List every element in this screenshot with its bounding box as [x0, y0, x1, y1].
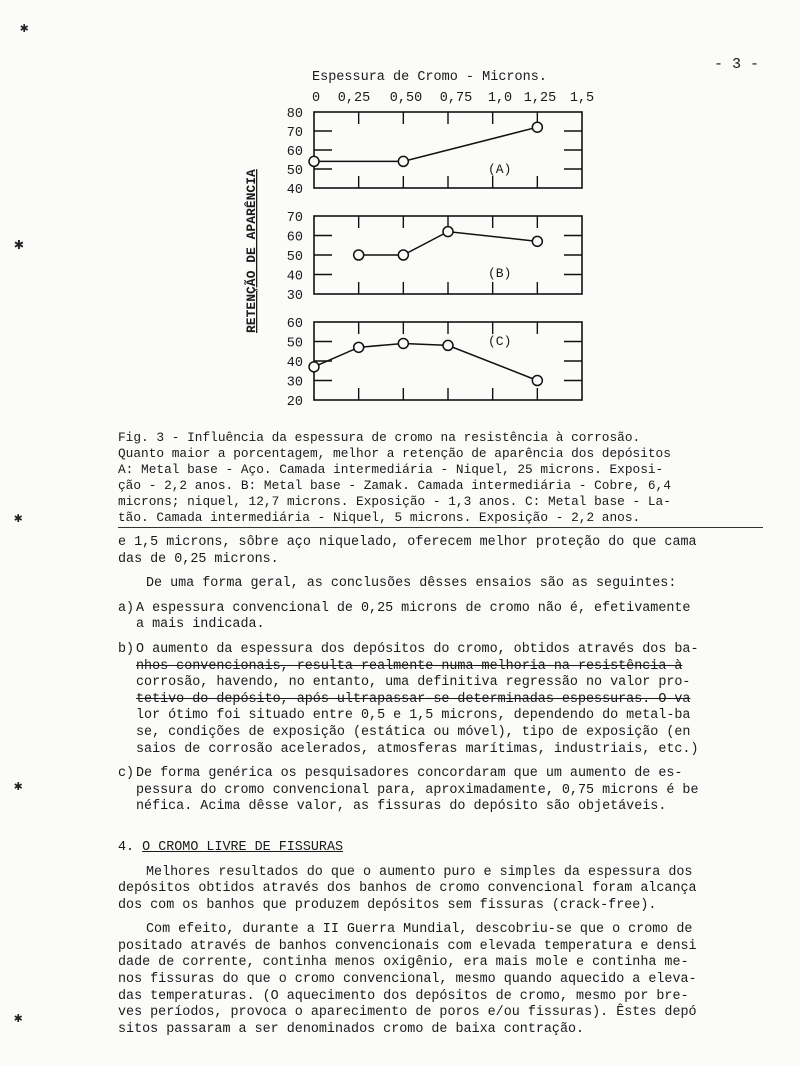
- y-tick-label: 70: [286, 126, 303, 141]
- text-line: se, condições de exposição (estática ou móvel), tipo de exposição (en: [136, 724, 691, 740]
- panel-label: (A): [488, 162, 512, 177]
- data-point: [309, 156, 319, 166]
- divider: [118, 527, 763, 528]
- page-number: - 3 -: [714, 56, 760, 73]
- section-heading: [118, 840, 763, 857]
- text-line: nos fissuras do que o cromo convencional, mesmo quando aquecido a eleva-: [118, 972, 697, 988]
- conclusion-item-b: [118, 642, 763, 758]
- y-axis-label: RETENÇÃO DE APARÊNCIA: [244, 169, 259, 333]
- caption-line: microns; niquel, 12,7 microns. Exposição - 1,3 anos. C: Metal base - La-: [118, 494, 671, 509]
- chart-figure: [0, 0, 800, 430]
- y-tick-label: 40: [286, 269, 303, 285]
- y-tick-label: 40: [286, 356, 303, 371]
- caption-line: Quanto maior a porcentagem, melhor a retenção de aparência dos depósitos: [118, 446, 671, 461]
- text-line: a mais indicada.: [136, 617, 265, 633]
- chart-panels: [287, 107, 582, 410]
- text-line: das de 0,25 microns.: [118, 551, 279, 567]
- data-point: [309, 362, 319, 372]
- text-line: Melhores resultados do que o aumento puro e simples da espessura dos: [146, 864, 693, 880]
- x-tick-label: 0: [311, 91, 321, 106]
- y-tick-label: 50: [286, 336, 303, 352]
- conclusions-intro: De uma forma geral, as conclusões dêsses ensaios são as seguintes:: [146, 576, 677, 592]
- data-point: [398, 250, 408, 260]
- text-line: O aumento da espessura dos depósitos do cromo, obtidos através dos ba-: [136, 641, 699, 657]
- body-text: [118, 535, 763, 1038]
- text-line: e 1,5 microns, sôbre aço niquelado, oferecem melhor proteção do que cama: [118, 535, 697, 550]
- data-point: [398, 338, 408, 348]
- section-title: O CROMO LIVRE DE FISSURAS: [142, 839, 344, 855]
- data-point: [354, 250, 364, 260]
- text-line: ves períodos, provoca o aparecimento de poros e/ou fissuras). Êstes depó: [118, 1005, 697, 1021]
- text-line: saios de corrosão acelerados, atmosferas marítimas, industriais, etc.): [136, 741, 699, 757]
- x-tick-label: 1,5: [569, 91, 595, 106]
- item-marker: b): [118, 641, 135, 657]
- text-line: dade de corrente, continha menos oxigênio, era mais mole e continha me-: [118, 955, 689, 971]
- series-line: [314, 127, 537, 161]
- text-line: dos com os banhos que produzem depósitos sem fissuras (crack-free).: [118, 897, 657, 913]
- panel-label: (C): [488, 334, 512, 349]
- text-line: néfica. Acima dêsse valor, as fissuras do depósito são objetáveis.: [136, 799, 667, 815]
- margin-mark: ✱: [14, 779, 23, 795]
- x-tick-label: 1,0: [487, 91, 513, 106]
- data-point: [532, 376, 542, 386]
- data-point: [443, 227, 453, 237]
- conclusion-item-a: [118, 601, 763, 634]
- margin-mark: ✱: [14, 511, 23, 527]
- data-point: [532, 236, 542, 246]
- struck-text-line: nhos convencionais, resulta realmente numa melhoria na resistência à: [136, 658, 683, 674]
- x-tick-label: 0,50: [389, 91, 423, 106]
- margin-mark: ✱: [14, 1011, 23, 1027]
- text-line: A espessura convencional de 0,25 microns de cromo não é, efetivamente: [136, 600, 691, 616]
- chart-panel: [287, 317, 582, 410]
- text-line: positado através de banhos convencionais com elevada temperatura e densi: [118, 938, 697, 954]
- item-marker: c): [118, 766, 135, 782]
- text-line: depósitos obtidos através dos banhos de cromo convencional foram alcança: [118, 881, 697, 897]
- series-line: [314, 343, 537, 380]
- text-line: sitos passaram a ser denominados cromo de baixa contração.: [118, 1021, 585, 1037]
- y-tick-label: 60: [286, 230, 303, 246]
- text-line: Com efeito, durante a II Guerra Mundial, descobriu-se que o cromo de: [146, 922, 693, 938]
- text-line: lor ótimo foi situado entre 0,5 e 1,5 microns, dependendo do metal-ba: [136, 708, 691, 724]
- margin-mark: ✱: [20, 21, 29, 37]
- text-line: das temperaturas. (O aquecimento dos depósitos de cromo, mesmo por bre-: [118, 988, 689, 1004]
- margin-mark: ✱: [14, 236, 24, 254]
- caption-line: tão. Camada intermediária - Niquel, 5 microns. Exposição - 2,2 anos.: [118, 510, 641, 525]
- struck-text-line: tetivo do depósito, após ultrapassar-se determinadas espessuras. O va: [136, 691, 691, 707]
- y-tick-label: 60: [286, 317, 303, 332]
- caption-line: A: Metal base - Aço. Camada intermediária - Niquel, 25 microns. Exposi-: [118, 462, 664, 477]
- chart-title: Espessura de Cromo - Microns.: [312, 70, 547, 85]
- x-tick-label: 0,25: [337, 91, 371, 106]
- x-tick-label: 1,25: [523, 91, 557, 106]
- y-tick-label: 30: [286, 289, 303, 304]
- y-tick-label: 80: [286, 107, 303, 122]
- x-tick-label: 0,75: [439, 91, 473, 106]
- conclusion-item-c: [118, 766, 763, 816]
- data-point: [443, 340, 453, 350]
- x-tick-labels: [312, 91, 594, 106]
- data-point: [532, 122, 542, 132]
- y-tick-label: 50: [286, 250, 303, 265]
- caption-line: Fig. 3 - Influência da espessura de cromo na resistência à corrosão.: [118, 430, 641, 445]
- text-line: pessura do cromo convencional para, aproximadamente, 0,75 microns é be: [136, 782, 699, 798]
- text-line: corrosão, havendo, no entanto, uma definitiva regressão no valor pro-: [136, 675, 691, 691]
- figure-caption: [118, 430, 763, 526]
- caption-line: ção - 2,2 anos. B: Metal base - Zamak. Camada intermediária - Cobre, 6,4: [118, 478, 671, 493]
- chart-panel: [287, 107, 582, 198]
- y-tick-label: 30: [286, 375, 303, 391]
- y-tick-label: 20: [286, 395, 303, 410]
- section-number: 4.: [118, 839, 135, 855]
- text-line: De forma genérica os pesquisadores concordaram que um aumento de es-: [136, 766, 683, 782]
- y-tick-label: 40: [286, 183, 303, 198]
- data-point: [398, 156, 408, 166]
- panel-label: (B): [488, 266, 512, 281]
- data-point: [354, 342, 364, 352]
- y-tick-label: 70: [286, 211, 303, 226]
- y-tick-label: 60: [286, 145, 303, 160]
- y-tick-label: 50: [286, 164, 303, 179]
- chart-panel: [287, 211, 582, 304]
- item-marker: a): [118, 600, 135, 616]
